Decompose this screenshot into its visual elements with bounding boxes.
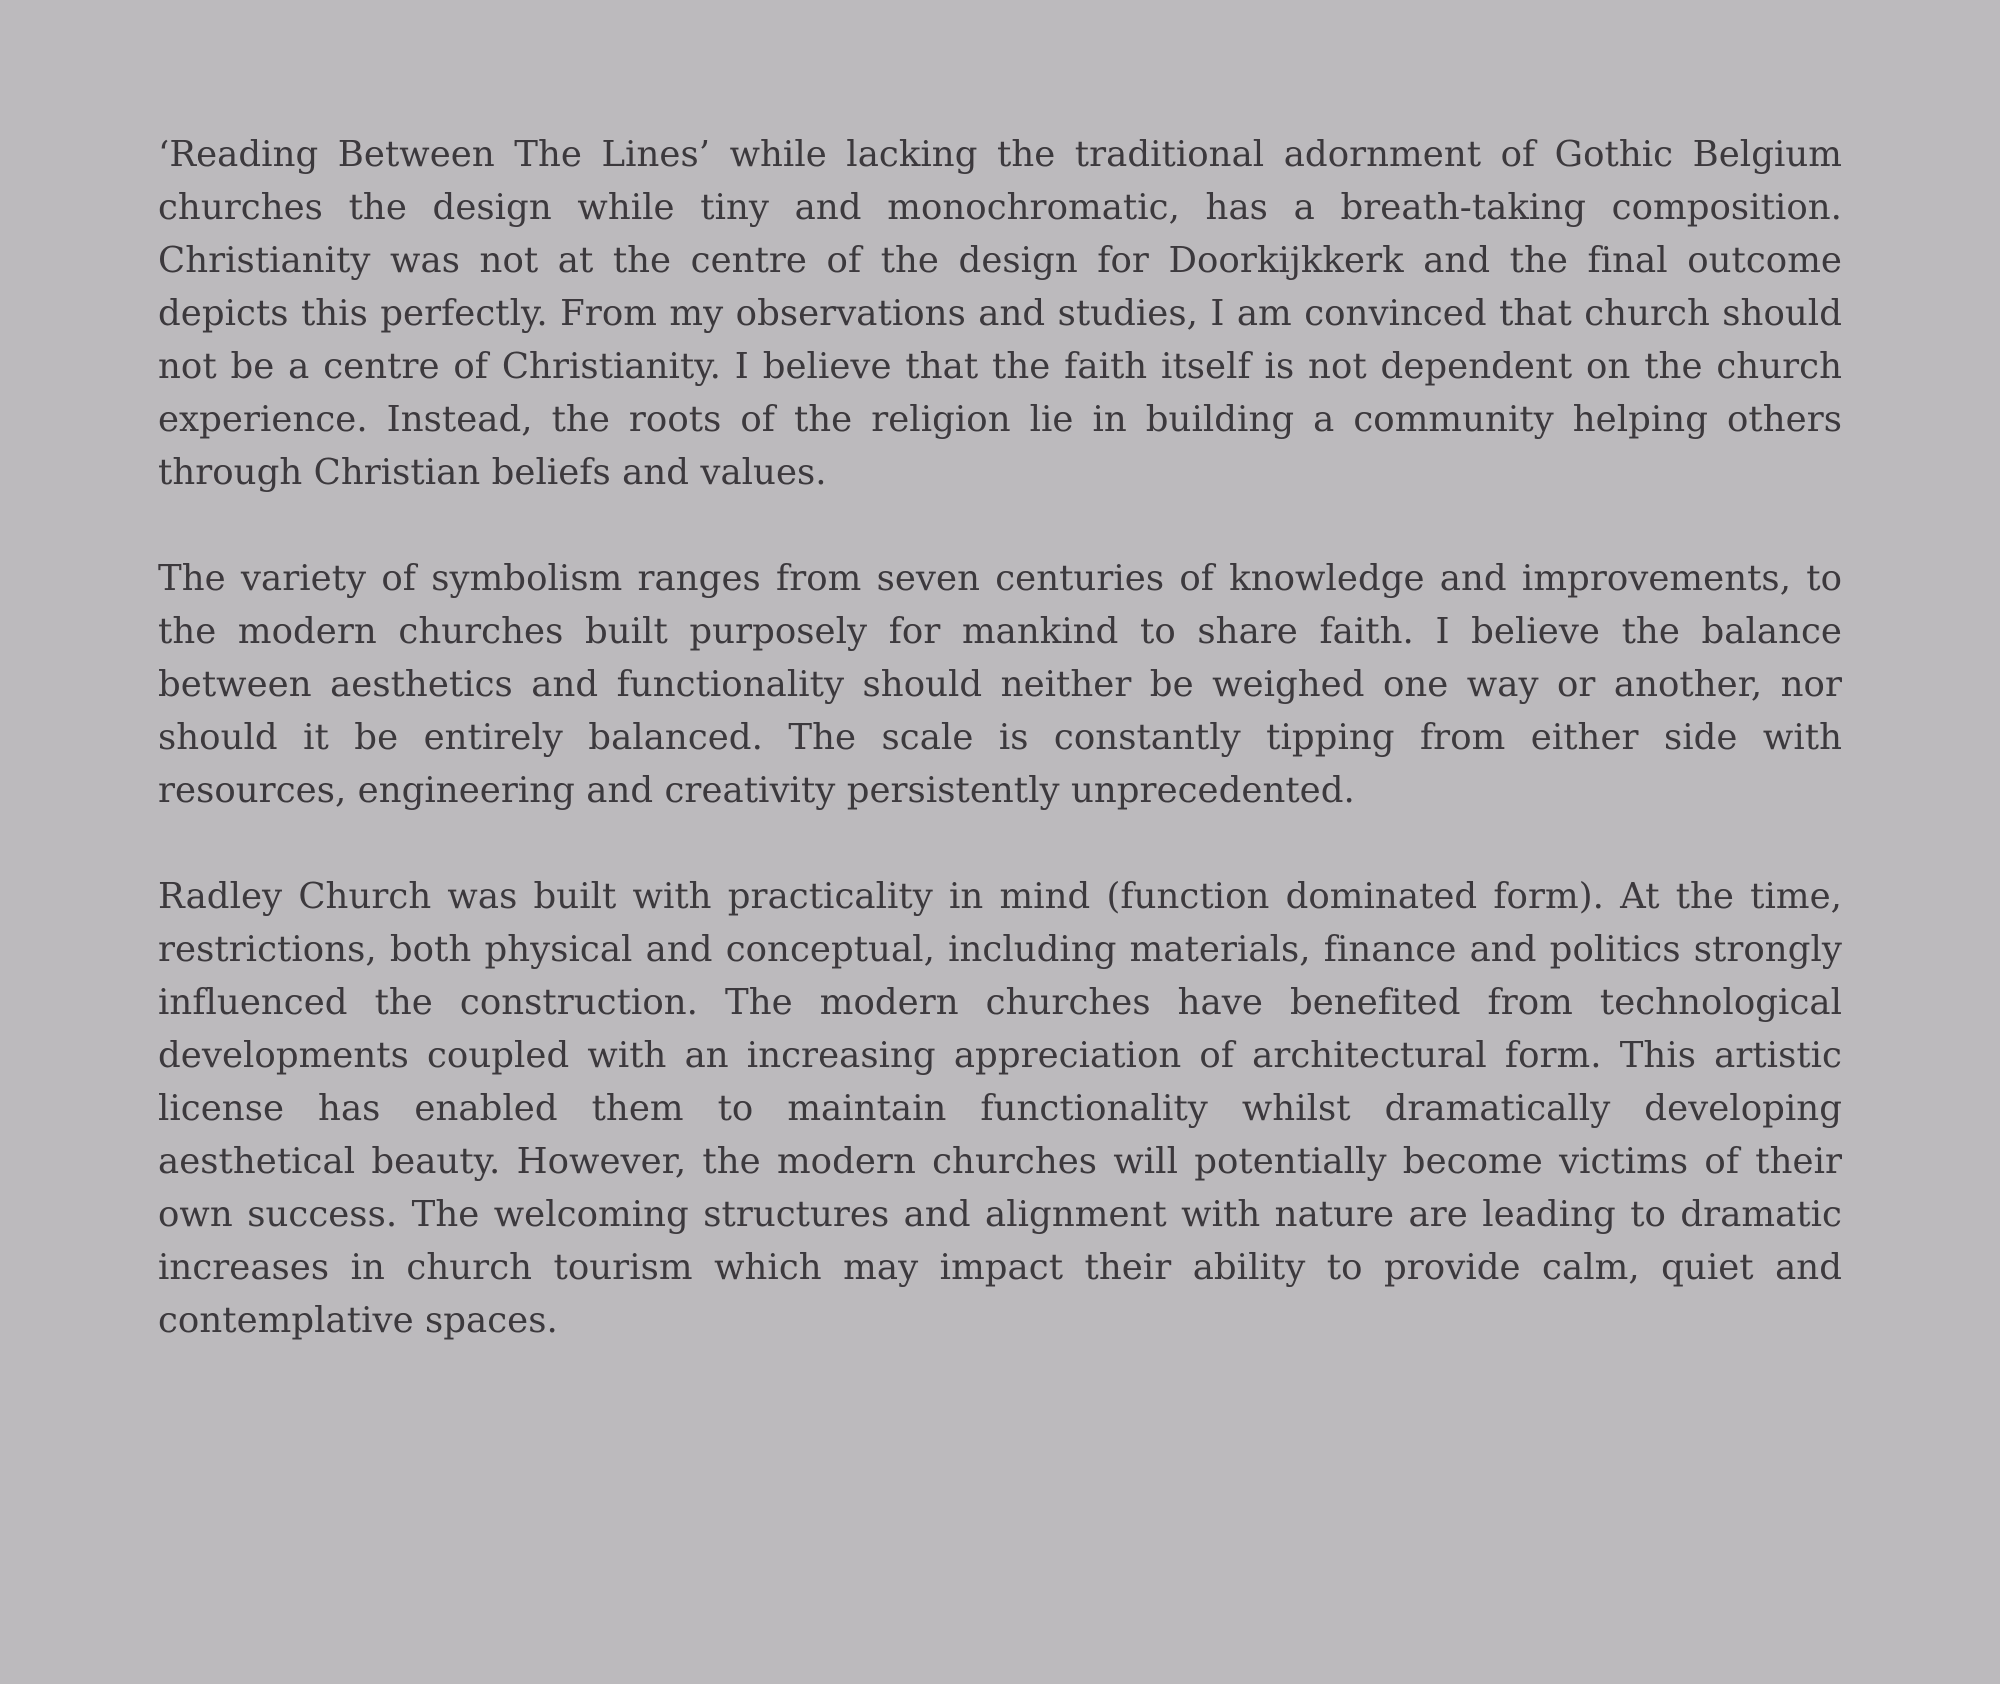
document-body <box>158 128 1842 1347</box>
paragraph-radley-church: Radley Church was built with practicality in mind (function dominated form). At the time, restrictions, both physical and conceptual, including materials, finance and politics strongly influenced the construction. The modern churches have benefited from technological developments coupled with an increasing appreciation of architectural form. This artistic license has enabled them to maintain functionality whilst dramatically developing aesthetical beauty. However, the modern churches will potentially become victims of their own success. The welcoming structures and alignment with nature are leading to dramatic increases in church tourism which may impact their ability to provide calm, quiet and contemplative spaces. <box>158 876 1842 1341</box>
paragraph-symbolism: The variety of symbolism ranges from seven centuries of knowledge and improvements, to the modern churches built purposely for mankind to share faith. I believe the balance between aesthetics and functionality should neither be weighed one way or another, nor should it be entirely balanced. The scale is constantly tipping from either side with resources, engineering and creativity persistently unprecedented. <box>158 558 1842 811</box>
paragraph-reading-between-the-lines: ‘Reading Between The Lines’ while lacking the traditional adornment of Gothic Belgium churches the design while tiny and monochromatic, has a breath-taking composition. Christianity was not at the centre of the design for Doorkijkkerk and the final outcome depicts this perfectly. From my observations and studies, I am convinced that church should not be a centre of Christianity. I believe that the faith itself is not dependent on the church experience. Instead, the roots of the religion lie in building a community helping others through Christian beliefs and values. <box>158 134 1842 493</box>
